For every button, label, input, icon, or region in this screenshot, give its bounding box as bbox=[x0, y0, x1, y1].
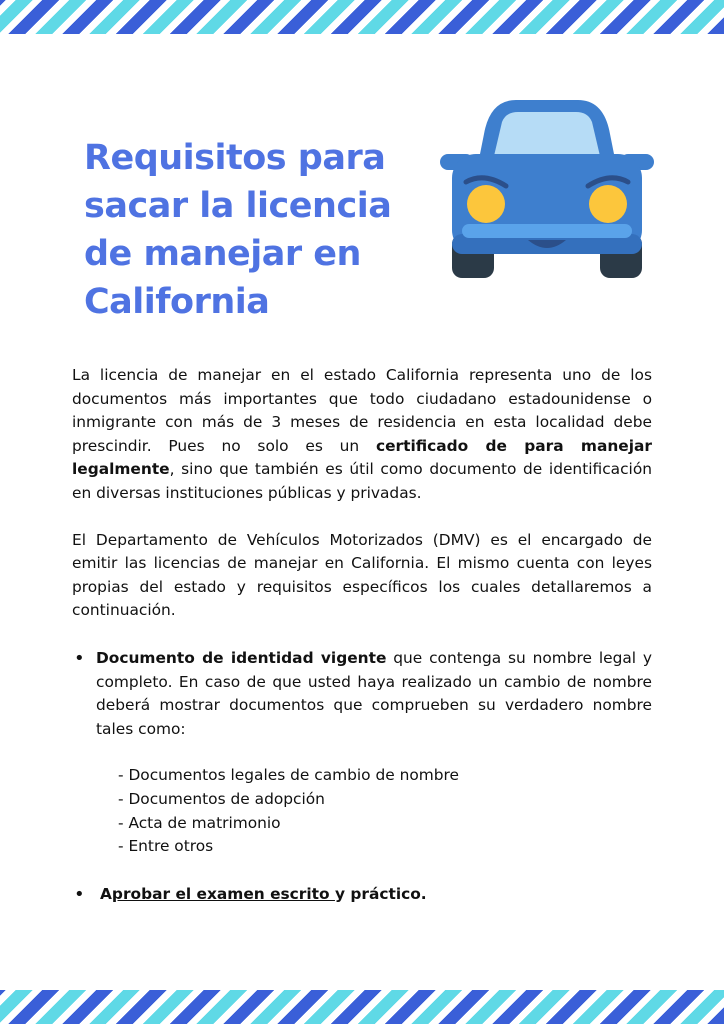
page-title: Requisitos para sacar la licencia de manejar en California bbox=[84, 138, 392, 322]
exam-link-text: probar el examen escrito bbox=[111, 884, 335, 903]
bottom-stripe-border bbox=[0, 990, 724, 1024]
top-stripe-border bbox=[0, 0, 724, 34]
dmv-paragraph: El Departamento de Vehículos Motorizados (DMV) es el encargado de emitir las licencias de manejar en California. El mismo cuenta con leyes propias del estado y requisitos específicos los cuales detallaremos a continuación. bbox=[72, 530, 652, 620]
list-item: - Entre otros bbox=[118, 837, 214, 856]
blue-car-icon bbox=[436, 94, 658, 282]
list-item: - Documentos de adopción bbox=[118, 789, 325, 808]
list-item: - Documentos legales de cambio de nombre bbox=[118, 766, 459, 785]
requirements-list bbox=[72, 647, 652, 906]
list-item: - Acta de matrimonio bbox=[118, 813, 281, 832]
requirement-identity-document: • Documento de identidad vigente que contenga su nombre legal y completo. En caso de que usted haya realizado un cambio de nombre deberá mostrar documentos que comprueben su verdadero nombre tales como: - Documentos legales de cambio de nombre - Documentos de adopción - Acta de matrimonio - Entre otros bbox=[72, 647, 652, 859]
article-body bbox=[72, 364, 652, 906]
intro-paragraph: La licencia de manejar en el estado California representa uno de los documentos más importantes que todo ciudadano estadounidense o inmigrante con más de 3 meses de residencia en esta localidad debe prescindir. Pues no solo es un certificado de para manejar legalmente, sino que también es útil como documento de identificación en diversas instituciones públicas y privadas. bbox=[72, 366, 652, 502]
identity-document-examples bbox=[118, 764, 652, 858]
intro-bold-phrase: certificado de para manejar legalmente bbox=[72, 436, 652, 479]
requirement-exam: • Aprobar el examen escrito y práctico. bbox=[72, 883, 652, 907]
